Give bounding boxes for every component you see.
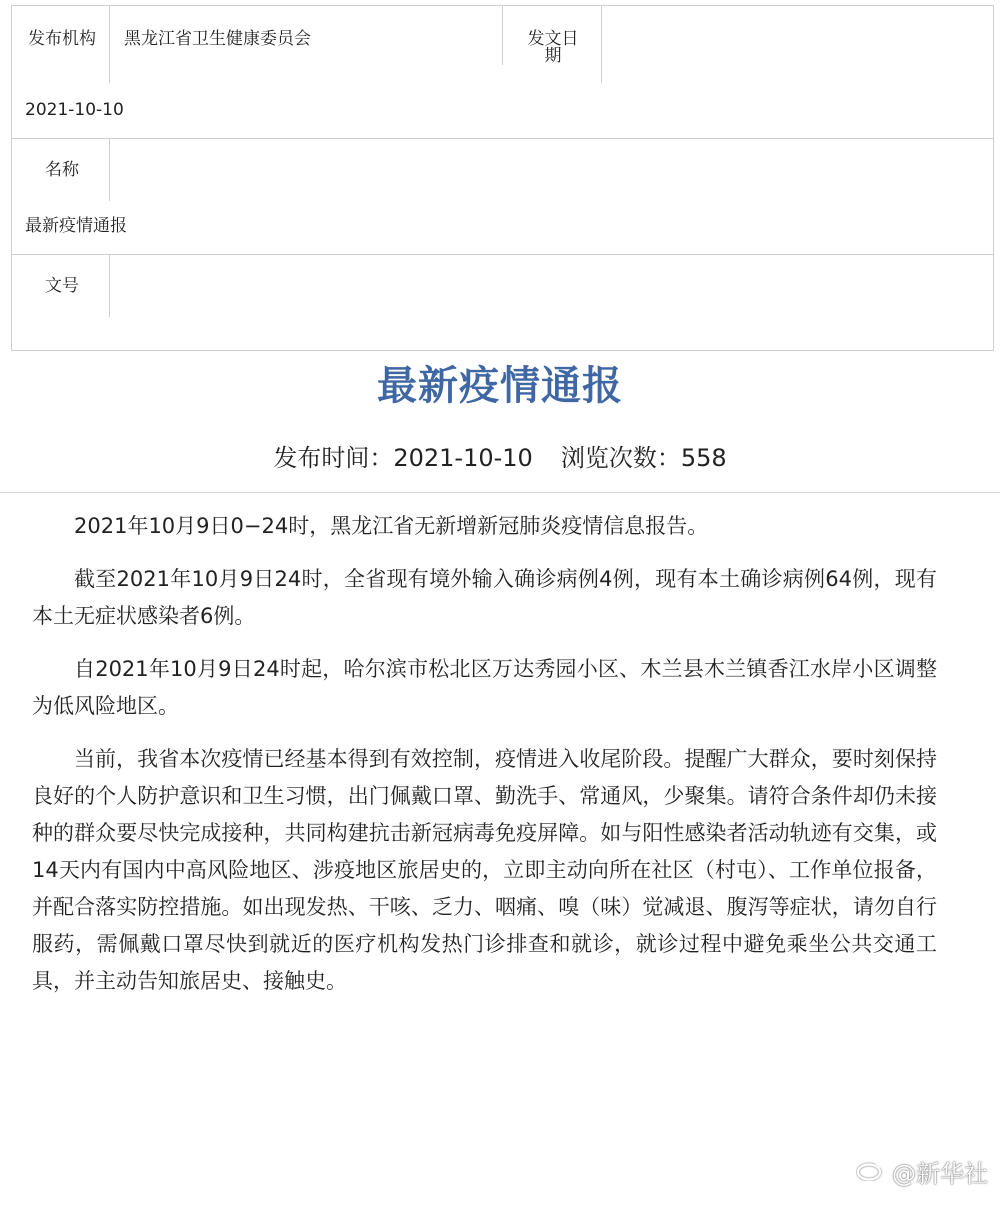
row-divider bbox=[12, 138, 993, 139]
article-body bbox=[32, 508, 937, 1016]
publish-info bbox=[0, 442, 1000, 474]
docno-label: 文号 bbox=[45, 276, 79, 296]
watermark bbox=[856, 1154, 988, 1189]
paragraph: 截至2021年10月9日24时，全省现有境外输入确诊病例4例，现有本土确诊病例64例，现有本土无症状感染者6例。 bbox=[32, 567, 937, 628]
column-divider bbox=[109, 139, 110, 201]
weibo-icon bbox=[856, 1157, 892, 1187]
column-divider bbox=[502, 5, 503, 65]
publish-time: 2021-10-10 bbox=[393, 444, 533, 472]
column-divider bbox=[601, 5, 602, 83]
date-label: 发文日期 bbox=[527, 29, 579, 66]
publish-time-label: 发布时间： bbox=[273, 444, 394, 472]
date-value: 2021-10-10 bbox=[25, 100, 124, 120]
views-label: 浏览次数： bbox=[560, 444, 681, 472]
metadata-table bbox=[11, 5, 994, 351]
paragraph: 自2021年10月9日24时起，哈尔滨市松北区万达秀园小区、木兰县木兰镇香江水岸小区调整为低风险地区。 bbox=[32, 657, 937, 718]
name-value: 最新疫情通报 bbox=[25, 216, 127, 236]
row-divider bbox=[12, 254, 993, 255]
watermark-text: @新华社 bbox=[892, 1160, 988, 1188]
header-divider bbox=[0, 492, 1000, 493]
column-divider bbox=[109, 255, 110, 317]
name-label: 名称 bbox=[45, 160, 79, 180]
paragraph: 当前，我省本次疫情已经基本得到有效控制，疫情进入收尾阶段。提醒广大群众，要时刻保持良好的个人防护意识和卫生习惯，出门佩戴口罩、勤洗手、常通风，少聚集。请符合条件却仍未接种的群众要尽快完成接种，共同构建抗击新冠病毒免疫屏障。如与阳性感染者活动轨迹有交集，或14天内有国内中高风险地区、涉疫地区旅居史的，立即主动向所在社区（村屯）、工作单位报备，并配合落实防控措施。如出现发热、干咳、乏力、咽痛、嗅（味）觉减退、腹泻等症状，请勿自行服药，需佩戴口罩尽快到就近的医疗机构发热门诊排查和就诊，就诊过程中避免乘坐公共交通工具，并主动告知旅居史、接触史。 bbox=[32, 747, 937, 993]
article-title: 最新疫情通报 bbox=[377, 363, 623, 409]
column-divider bbox=[109, 5, 110, 83]
publisher-label: 发布机构 bbox=[28, 29, 96, 49]
paragraph: 2021年10月9日0−24时，黑龙江省无新增新冠肺炎疫情信息报告。 bbox=[74, 514, 709, 538]
views-count: 558 bbox=[680, 444, 727, 472]
publisher-value: 黑龙江省卫生健康委员会 bbox=[124, 29, 311, 49]
